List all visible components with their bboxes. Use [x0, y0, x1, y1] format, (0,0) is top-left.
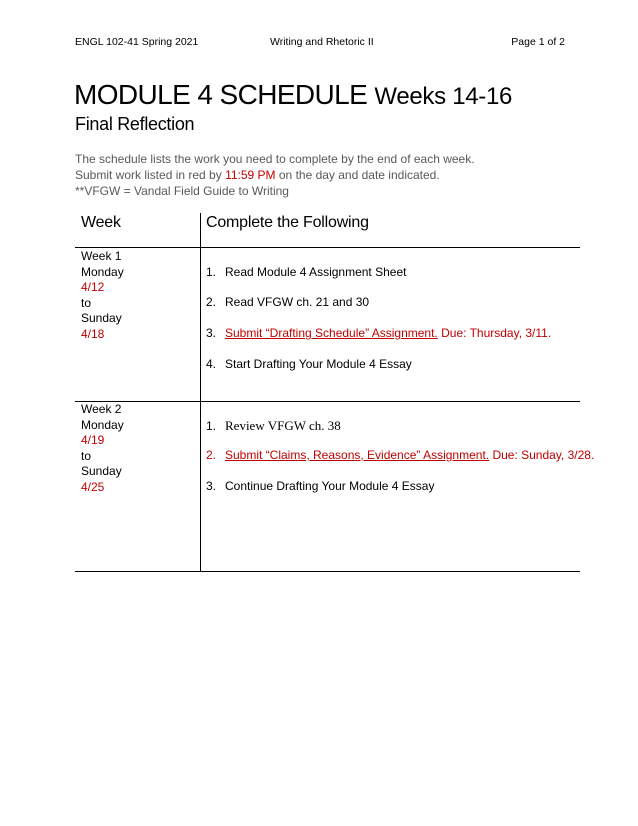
due-date: Due: Thursday, 3/11.	[437, 326, 552, 340]
course-code: ENGL 102-41 Spring 2021	[75, 36, 199, 48]
start-date: 4/12	[81, 280, 105, 294]
row-rule	[75, 401, 580, 402]
column-divider	[200, 213, 201, 572]
task-item: 1. Read Module 4 Assignment Sheet	[206, 265, 407, 279]
task-item: 2. Submit “Claims, Reasons, Evidence” Assignment. Due: Sunday, 3/28.	[206, 448, 595, 462]
schedule-table	[75, 213, 595, 572]
table-bottom-rule	[75, 571, 580, 572]
task-item: 3. Submit “Drafting Schedule” Assignment. Due: Thursday, 3/11.	[206, 326, 552, 340]
intro-line-1: The schedule lists the work you need to complete by the end of each week.	[75, 152, 475, 166]
to-label: to	[81, 295, 92, 310]
intro-line-2: Submit work listed in red by 11:59 PM on the day and date indicated.	[75, 168, 440, 182]
to-label: to	[81, 448, 92, 463]
page-subtitle: Final Reflection	[75, 114, 195, 134]
task-item: 1. Review VFGW ch. 38	[206, 418, 341, 433]
column-header-week: Week	[81, 214, 121, 231]
start-day: Monday	[81, 264, 124, 279]
intro-line-3: **VFGW = Vandal Field Guide to Writing	[75, 184, 289, 198]
header-rule	[75, 247, 580, 248]
submit-claims-reasons-evidence-link[interactable]: Submit “Claims, Reasons, Evidence” Assignment.	[225, 448, 490, 462]
title-weeks: Weeks 14-16	[374, 83, 513, 110]
title-main: MODULE 4 SCHEDULE	[74, 79, 368, 110]
end-date: 4/18	[81, 326, 105, 341]
start-day: Monday	[81, 417, 124, 432]
submit-drafting-schedule-link[interactable]: Submit “Drafting Schedule” Assignment.	[225, 326, 438, 340]
week-cell	[81, 402, 124, 495]
end-day: Sunday	[81, 464, 122, 478]
page-number: Page 1 of 2	[511, 36, 565, 48]
page-title	[74, 78, 512, 114]
course-title: Writing and Rhetoric II	[270, 36, 374, 48]
week-label: Week 2	[81, 402, 122, 416]
start-date: 4/19	[81, 433, 105, 447]
due-date: Due: Sunday, 3/28.	[489, 448, 595, 462]
end-day: Sunday	[81, 311, 122, 325]
page-header	[75, 36, 565, 52]
week-label: Week 1	[81, 249, 122, 263]
intro-text	[75, 151, 475, 199]
task-item: 3. Continue Drafting Your Module 4 Essay	[206, 479, 435, 493]
end-date: 4/25	[81, 479, 105, 494]
column-header-tasks: Complete the Following	[206, 214, 369, 231]
task-item: 4. Start Drafting Your Module 4 Essay	[206, 357, 412, 371]
week-cell	[81, 249, 124, 342]
task-item: 2. Read VFGW ch. 21 and 30	[206, 295, 370, 309]
deadline-time: 11:59 PM	[225, 168, 276, 182]
